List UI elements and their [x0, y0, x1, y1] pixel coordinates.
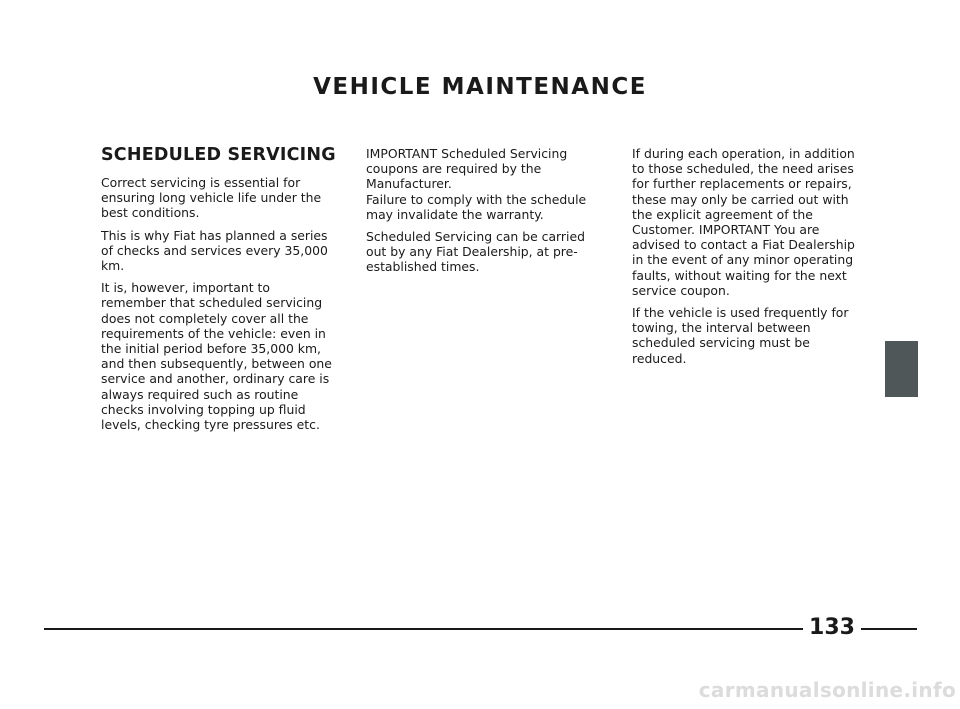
page-title: VEHICLE MAINTENANCE [313, 74, 647, 100]
paragraph: IMPORTANT Scheduled Servicing coupons are required by the Manufacturer. [366, 146, 568, 192]
paragraph: Scheduled Servicing can be carried out by any Fiat Dealership, at pre-established times. [366, 229, 585, 275]
column-additional-repairs [632, 146, 866, 373]
section-tab-marker [885, 341, 918, 397]
paragraph: It is, however, important to remember that scheduled servicing does not completely cover all the requirements of the vehicle: even in the initial period before 35,000 km, and then subsequently, between one service and another, ordinary care is always required such as routine checks involving topping up fluid levels, checking tyre pressures etc. [101, 280, 332, 433]
watermark: carmanualsonline.info [698, 678, 956, 702]
footer-rule-left [44, 628, 803, 630]
paragraph: This is why Fiat has planned a series of checks and services every 35,000 km. [101, 227, 328, 274]
paragraph: Failure to comply with the schedule may invalidate the warranty. [366, 191, 587, 222]
column-scheduled-servicing [101, 146, 336, 439]
paragraph: If during each operation, in addition to those scheduled, the need arises for further replacements or repairs, these may only be carried out with the explicit agreement of the Customer. IMPORTANT You are advised to contact a Fiat Dealership in the event of any minor operating faults, without waiting for the next service coupon. [632, 146, 855, 298]
paragraph: If the vehicle is used frequently for towing, the interval between scheduled servicing must be reduced. [632, 305, 849, 366]
section-heading: SCHEDULED SERVICING [101, 145, 336, 165]
column-important-coupons [366, 146, 602, 282]
page-number: 133 [809, 615, 855, 640]
footer-rule-right [861, 628, 917, 630]
paragraph: Correct servicing is essential for ensuring long vehicle life under the best conditions. [101, 175, 322, 221]
